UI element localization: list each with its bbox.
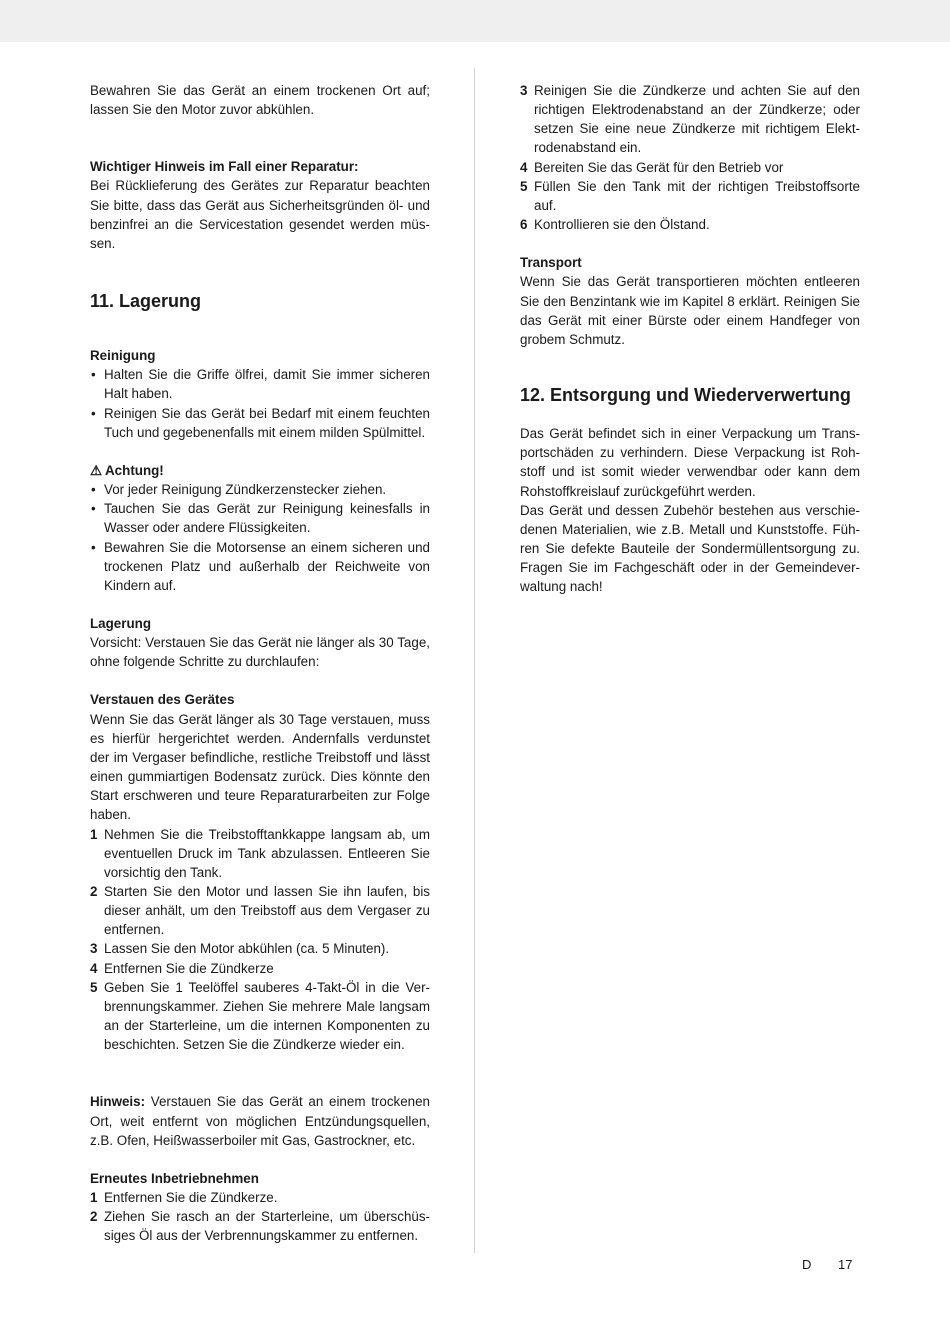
cleaning-title: Reinigung xyxy=(90,348,156,364)
list-item: • Reinigen Sie das Gerät bei Bedarf mit einem feuchten Tuch und gegebenenfalls mit einem milden Spülmittel. xyxy=(90,404,430,442)
list-item: • Tauchen Sie das Gerät zur Reinigung keinesfalls in Wasser oder andere Flüssigkeiten. xyxy=(90,499,430,537)
repair-notice-text: Bei Rücklieferung des Gerätes zur Reparatur beachten Sie bitte, dass das Gerät aus Sicherheitsgründen öl- und benzinfrei an die Servicestation gesendet werden müs-sen. xyxy=(90,178,430,251)
list-item xyxy=(90,1207,430,1245)
disposal-paragraph-1: Das Gerät befindet sich in einer Verpackung um Trans-portschäden zu verhindern. Diese Verpackung ist Roh-stoff und ist somit wieder verwendbar oder kann dem Rohstoffkreislauf zurückgeführt werden. xyxy=(520,426,860,499)
step-number: 5 xyxy=(520,178,528,194)
stow-text: Wenn Sie das Gerät länger als 30 Tage verstauen, muss es hierfür hergerichtet werden. Andernfalls verdunstet der im Vergaser befindliche, restliche Treibstoff und lässt einen gummiartigen Bodensatz zurück. Dies könnte den Start erschweren und teure Reparaturarbeiten zur Folge haben. xyxy=(90,711,430,823)
note-paragraph xyxy=(90,1092,430,1149)
column-divider xyxy=(474,68,475,1253)
list-item xyxy=(520,158,860,177)
step-number: 1 xyxy=(90,826,98,842)
step-number: 4 xyxy=(520,159,528,175)
list-item xyxy=(90,959,430,978)
list-item xyxy=(90,978,430,1055)
step-number: 6 xyxy=(520,217,528,233)
step-number: 1 xyxy=(90,1190,98,1206)
list-item xyxy=(520,81,860,158)
step-number: 3 xyxy=(90,941,98,957)
step-text: Geben Sie 1 Teelöffel sauberes 4-Takt-Öl in die Ver-brennungskammer. Ziehen Sie mehrere Male langsam an der Starterleine, um die internen Komponenten zu beschichten. Setzen Sie die Zündkerze wieder ein. xyxy=(104,979,430,1053)
step-text: Kontrollieren sie den Ölstand. xyxy=(534,217,710,233)
page-number: 17 xyxy=(838,1257,853,1272)
footer-language: D xyxy=(802,1257,812,1272)
left-column xyxy=(90,81,430,1246)
step-number: 3 xyxy=(520,83,528,98)
step-number: 2 xyxy=(90,1209,98,1225)
repair-notice-title: Wichtiger Hinweis im Fall einer Reparatur: xyxy=(90,159,359,175)
restart-steps xyxy=(90,1188,430,1245)
intro-paragraph: Bewahren Sie das Gerät an einem trockenen Ort auf; lassen Sie den Motor zuvor abkühlen. xyxy=(90,83,430,118)
list-item: • Bewahren Sie die Motorsense an einem sicheren und trockenen Platz und außerhalb der Reichweite von Kindern auf. xyxy=(90,538,430,595)
transport-text: Wenn Sie das Gerät transportieren möchten entleeren Sie den Benzintank wie im Kapitel 8 erklärt. Reinigen Sie das Gerät mit einer Bürste oder einem Handfeger von grobem Schmutz. xyxy=(520,274,860,347)
list-item xyxy=(90,939,430,958)
storage-text: Vorsicht: Verstauen Sie das Gerät nie länger als 30 Tage, ohne folgende Schritte zu durchlaufen: xyxy=(90,635,430,670)
step-text: Füllen Sie den Tank mit der richtigen Treibstoffsorte auf. xyxy=(534,178,860,213)
note-text: Verstauen Sie das Gerät an einem trockenen Ort, weit entfernt von möglichen Entzündungsquellen, z.B. Ofen, Heißwasserboiler mit Gas, Gastrockner, etc. xyxy=(90,1094,430,1148)
list-item xyxy=(90,825,430,882)
note-label: Hinweis: xyxy=(90,1094,146,1110)
right-column xyxy=(520,81,860,596)
warning-title: Achtung! xyxy=(105,462,164,478)
warning-list xyxy=(90,480,430,595)
step-number: 5 xyxy=(90,979,98,995)
step-number: 2 xyxy=(90,884,98,899)
warning-icon: ⚠ xyxy=(90,462,103,478)
list-item xyxy=(520,215,860,234)
restart-steps-continued xyxy=(520,81,860,234)
list-item xyxy=(520,177,860,215)
step-text: Lassen Sie den Motor abkühlen (ca. 5 Minuten). xyxy=(104,941,390,957)
list-item xyxy=(90,882,430,939)
cleaning-list xyxy=(90,365,430,442)
list-item: • Halten Sie die Griffe ölfrei, damit Sie immer sicheren Halt haben. xyxy=(90,365,430,403)
step-text: Entfernen Sie die Zündkerze. xyxy=(104,1190,278,1206)
storage-subtitle: Lagerung xyxy=(90,615,152,631)
stow-title: Verstauen des Gerätes xyxy=(90,692,235,708)
list-item: • Vor jeder Reinigung Zündkerzenstecker ziehen. xyxy=(90,480,430,499)
section-title-disposal: 12. Entsorgung und Wiederverwertung xyxy=(520,385,851,406)
top-bar xyxy=(0,0,950,42)
step-text: Nehmen Sie die Treibstofftankkappe langsam ab, um eventuellen Druck im Tank abzulassen. Entleeren Sie vorsichtig den Tank. xyxy=(104,826,430,880)
stow-steps xyxy=(90,825,430,1055)
step-text: Bereiten Sie das Gerät für den Betrieb vor xyxy=(534,159,784,175)
list-item xyxy=(90,1188,430,1207)
step-number: 4 xyxy=(90,960,98,976)
restart-title: Erneutes Inbetriebnehmen xyxy=(90,1170,259,1186)
step-text: Ziehen Sie rasch an der Starterleine, um überschüs-siges Öl aus der Verbrennungskammer zu entfernen. xyxy=(104,1209,430,1244)
section-title-storage: 11. Lagerung xyxy=(90,291,202,312)
step-text: Entfernen Sie die Zündkerze xyxy=(104,960,274,976)
transport-title: Transport xyxy=(520,255,582,271)
step-text: Starten Sie den Motor und lassen Sie ihn laufen, bis dieser anhält, um den Treibstoff aus dem Vergaser zu entfernen. xyxy=(104,884,430,938)
disposal-paragraph-2: Das Gerät und dessen Zubehör bestehen aus verschie-denen Materialien, wie z.B. Metall und Kunststoffe. Füh-ren Sie defekte Bauteile der Sondermüllentsorgung zu. Fragen Sie im Fachgeschäft oder in der Gemeindever-waltung nach! xyxy=(520,502,860,595)
step-text: Reinigen Sie die Zündkerze und achten Sie auf den richtigen Elektrodenabstand an der Zündkerze; oder setzen Sie eine neue Zündkerze mit richtigem Elekt-rodenabstand ein. xyxy=(534,83,860,156)
warning-heading xyxy=(90,461,430,480)
